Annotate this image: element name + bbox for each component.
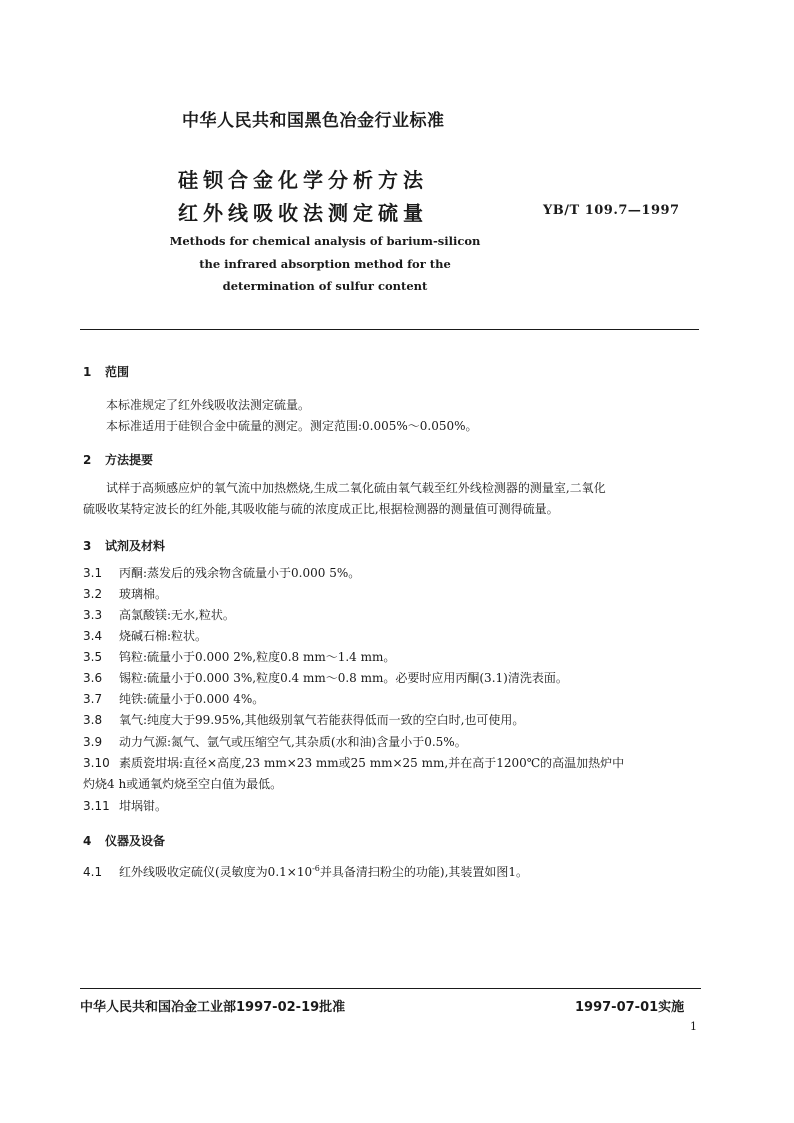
section-1-paragraph-2: 本标准适用于硅钡合金中硫量的测定。测定范围:0.005%～0.050%。 bbox=[106, 419, 478, 433]
list-item bbox=[83, 692, 703, 706]
item-number: 3.1 bbox=[83, 566, 103, 580]
english-title-line-3: determination of sulfur content bbox=[222, 279, 428, 293]
standard-number: YB/T 109.7—1997 bbox=[543, 203, 680, 218]
section-number: 3 bbox=[83, 539, 92, 553]
section-number: 2 bbox=[83, 453, 92, 467]
item-text: 坩埚钳。 bbox=[119, 799, 168, 813]
item-number: 3.2 bbox=[83, 587, 103, 601]
item-text: 钨粒:硫量小于0.000 2%,粒度0.8 mm～1.4 mm。 bbox=[119, 650, 396, 664]
list-item-continuation: 灼烧4 h或通氧灼烧至空白值为最低。 bbox=[83, 777, 283, 791]
section-1-heading bbox=[83, 363, 129, 380]
item-text: 玻璃棉。 bbox=[119, 587, 168, 601]
item-text: 丙酮:蒸发后的残余物含硫量小于0.000 5%。 bbox=[119, 566, 361, 580]
item-number: 3.4 bbox=[83, 629, 103, 643]
section-2-paragraph-line-2: 硫吸收某特定波长的红外能,其吸收能与硫的浓度成正比,根据检测器的测量值可测得硫量。 bbox=[83, 502, 559, 516]
list-item bbox=[83, 735, 703, 749]
item-text: 锡粒:硫量小于0.000 3%,粒度0.4 mm～0.8 mm。必要时应用丙酮(3.1)清洗表面。 bbox=[119, 671, 568, 685]
section-4-heading bbox=[83, 832, 165, 849]
list-item bbox=[83, 566, 703, 580]
section-1-paragraph-1: 本标准规定了红外线吸收法测定硫量。 bbox=[106, 398, 311, 412]
item-number: 3.11 bbox=[83, 799, 110, 813]
item-number: 4.1 bbox=[83, 865, 103, 879]
english-title-line-2: the infrared absorption method for the bbox=[199, 257, 451, 271]
item-text: 红外线吸收定硫仪(灵敏度为0.1×10 bbox=[119, 865, 313, 879]
item-number: 3.3 bbox=[83, 608, 103, 622]
item-number: 3.5 bbox=[83, 650, 103, 664]
document-title-line-1: 硅钡合金化学分析方法 bbox=[178, 168, 428, 192]
list-item bbox=[83, 756, 703, 770]
issuing-authority-title: 中华人民共和国黑色冶金行业标准 bbox=[182, 111, 445, 131]
section-title: 方法提要 bbox=[105, 453, 154, 467]
section-number: 1 bbox=[83, 365, 92, 379]
item-number: 3.6 bbox=[83, 671, 103, 685]
approval-line: 中华人民共和国冶金工业部1997-02-19批准 bbox=[80, 1000, 346, 1015]
section-title: 试剂及材料 bbox=[105, 539, 166, 553]
item-text: 素质瓷坩埚:直径×高度,23 mm×23 mm或25 mm×25 mm,并在高于1200℃的高温加热炉中 bbox=[119, 756, 625, 770]
item-text: 氧气:纯度大于99.95%,其他级别氧气若能获得低而一致的空白时,也可使用。 bbox=[119, 713, 525, 727]
page-number: 1 bbox=[690, 1020, 697, 1033]
item-text: 纯铁:硫量小于0.000 4%。 bbox=[119, 692, 265, 706]
section-3-heading bbox=[83, 537, 165, 554]
section-2-heading bbox=[83, 451, 153, 468]
list-item bbox=[83, 608, 703, 622]
item-text: 动力气源:氮气、氩气或压缩空气,其杂质(水和油)含量小于0.5%。 bbox=[119, 735, 467, 749]
item-text: 高氯酸镁:无水,粒状。 bbox=[119, 608, 235, 622]
item-number: 3.9 bbox=[83, 735, 103, 749]
item-text: 烧碱石棉:粒状。 bbox=[119, 629, 208, 643]
list-item bbox=[83, 671, 703, 685]
item-number: 3.7 bbox=[83, 692, 103, 706]
list-item bbox=[83, 713, 703, 727]
section-title: 仪器及设备 bbox=[105, 834, 166, 848]
item-number: 3.10 bbox=[83, 756, 110, 770]
list-item bbox=[83, 862, 703, 879]
list-item bbox=[83, 587, 703, 601]
section-number: 4 bbox=[83, 834, 92, 848]
footer-divider bbox=[80, 988, 701, 989]
section-2-paragraph-line-1: 试样于高频感应炉的氧气流中加热燃烧,生成二氧化硫由氧气载至红外线检测器的测量室,二氧化 bbox=[106, 481, 606, 495]
header-divider bbox=[80, 329, 699, 330]
section-title: 范围 bbox=[105, 365, 130, 379]
list-item bbox=[83, 650, 703, 664]
list-item bbox=[83, 799, 703, 813]
english-title-line-1: Methods for chemical analysis of barium-silicon bbox=[169, 234, 481, 248]
item-superscript: -6 bbox=[312, 864, 320, 873]
list-item bbox=[83, 629, 703, 643]
document-title-line-2: 红外线吸收法测定硫量 bbox=[178, 201, 428, 225]
implementation-date: 1997-07-01实施 bbox=[575, 1000, 685, 1015]
item-text: 并具备清扫粉尘的功能),其装置如图1。 bbox=[319, 865, 529, 879]
item-number: 3.8 bbox=[83, 713, 103, 727]
